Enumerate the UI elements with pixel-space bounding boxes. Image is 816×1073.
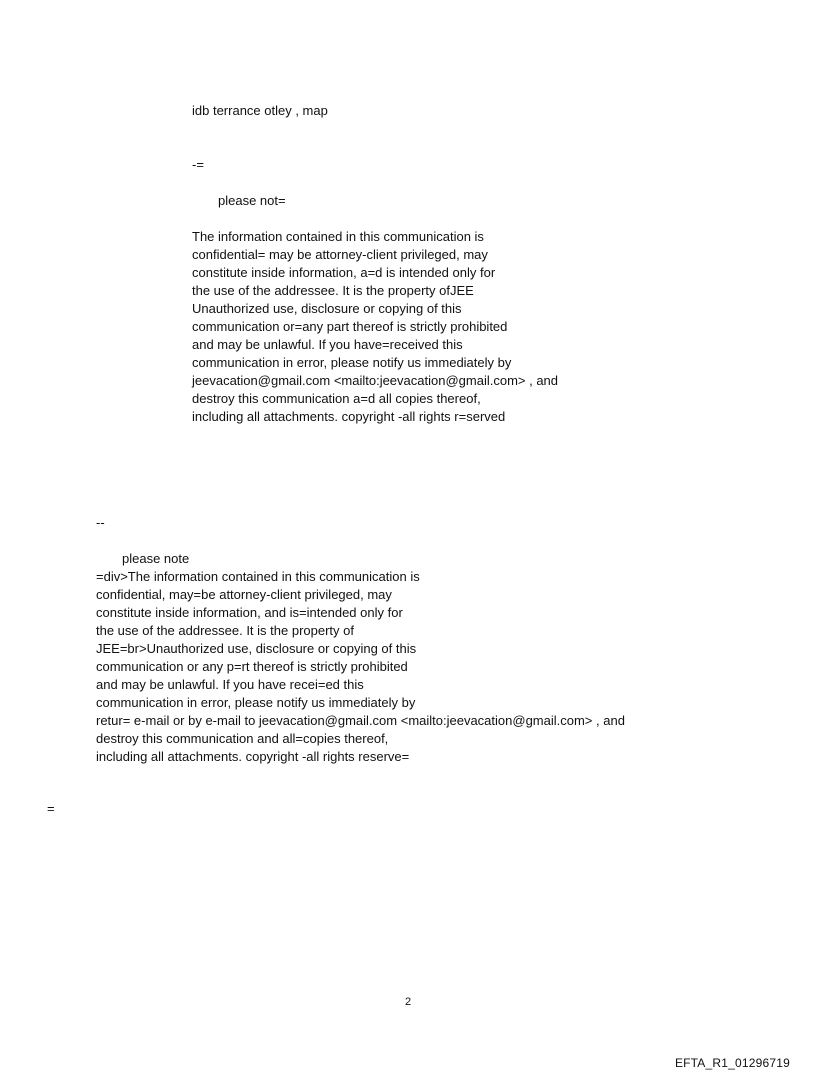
disclaimer-line: communication or any p=rt thereof is strictly prohibited <box>96 659 408 674</box>
disclaimer-line: including all attachments. copyright -all rights r=served <box>192 409 506 424</box>
disclaimer-line: including all attachments. copyright -all rights reserve= <box>96 749 410 764</box>
disclaimer-line: confidential= may be attorney-client privileged, may <box>192 247 488 262</box>
disclaimer-line: retur= e-mail or by e-mail to jeevacation@gmail.com <mailto:jeevacation@gmail.com> , and <box>96 713 625 728</box>
disclaimer-greeting: please not= <box>218 193 286 208</box>
disclaimer-line: the use of the addressee. It is the property ofJEE <box>192 283 474 298</box>
disclaimer-line: confidential, may=be attorney-client privileged, may <box>96 587 392 602</box>
disclaimer-line: the use of the addressee. It is the property of <box>96 623 354 638</box>
disclaimer-line: JEE=br>Unauthorized use, disclosure or copying of this <box>96 641 417 656</box>
disclaimer-line: Unauthorized use, disclosure or copying of this <box>192 301 462 316</box>
disclaimer-line: =div>The information contained in this communication is <box>96 569 420 584</box>
disclaimer-line: destroy this communication and all=copies thereof, <box>96 731 389 746</box>
disclaimer-line: and may be unlawful. If you have recei=ed this <box>96 677 364 692</box>
header-line: idb terrance otley , map <box>192 103 328 118</box>
page-number: 2 <box>404 996 412 1008</box>
disclaimer-line: and may be unlawful. If you have=received this <box>192 337 463 352</box>
disclaimer-line: communication or=any part thereof is strictly prohibited <box>192 319 508 334</box>
disclaimer-line: communication in error, please notify us immediately by <box>96 695 416 710</box>
trailing-mark: = <box>47 801 55 816</box>
signature-separator: -- <box>96 515 105 530</box>
document-id: EFTA_R1_01296719 <box>674 1056 790 1070</box>
disclaimer-line: communication in error, please notify us immediately by <box>192 355 512 370</box>
disclaimer-line: constitute inside information, a=d is intended only for <box>192 265 496 280</box>
disclaimer-line: jeevacation@gmail.com <mailto:jeevacation@gmail.com> , and <box>192 373 559 388</box>
disclaimer-greeting: please note <box>122 551 190 566</box>
separator-marker: -= <box>192 157 204 172</box>
disclaimer-line: constitute inside information, and is=intended only for <box>96 605 403 620</box>
disclaimer-line: The information contained in this communication is <box>192 229 484 244</box>
disclaimer-line: destroy this communication a=d all copies thereof, <box>192 391 481 406</box>
